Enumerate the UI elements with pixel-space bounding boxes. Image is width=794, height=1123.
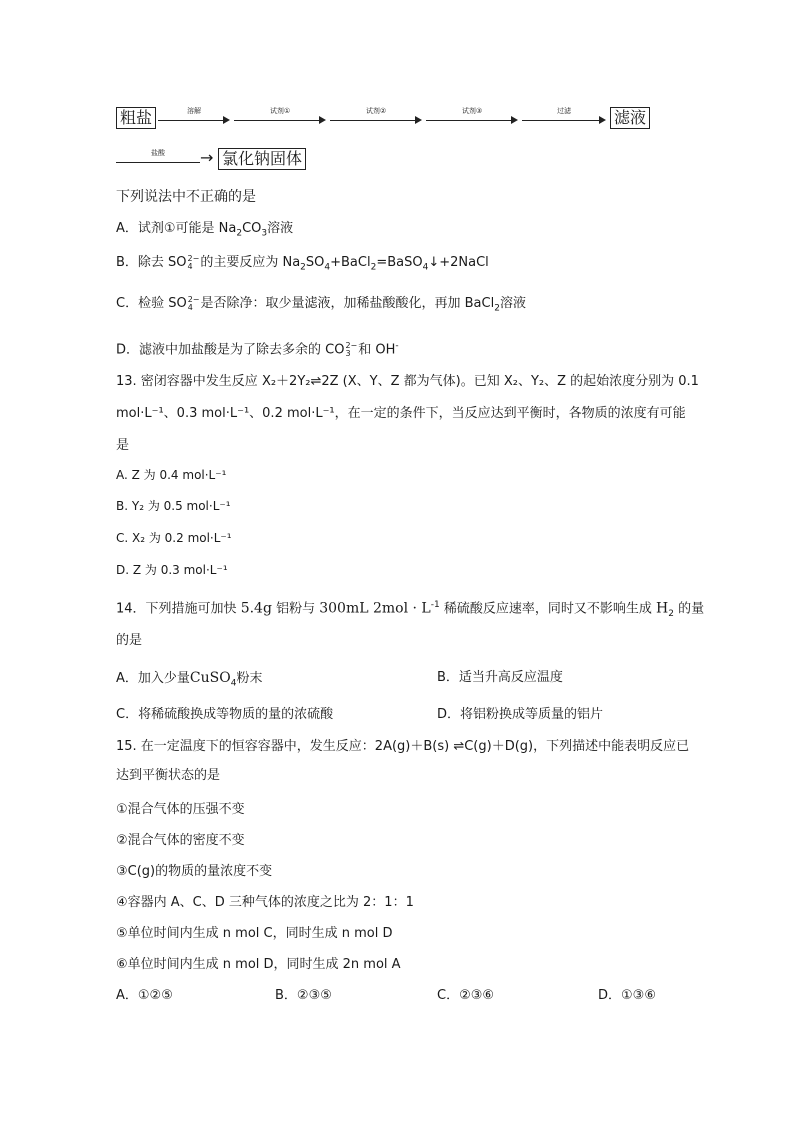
flow-arrow-2 bbox=[234, 107, 326, 124]
flow-arrow-label: 盐酸 bbox=[151, 149, 165, 157]
q14-option-b: B．适当升高反应温度 bbox=[437, 670, 563, 685]
q15-item-2: ②混合气体的密度不变 bbox=[116, 833, 245, 848]
arrow-head-icon bbox=[599, 116, 606, 124]
q13-option-a: A. Z 为 0.4 mol·L⁻¹ bbox=[116, 468, 227, 482]
q14-option-c: C．将稀硫酸换成等物质的量的浓硫酸 bbox=[116, 707, 334, 722]
q15-item-4: ④容器内 A、C、D 三种气体的浓度之比为 2：1：1 bbox=[116, 895, 414, 910]
q14-line-1: 14．下列措施可加快 5.4g 铝粉与 300mL $2mol \cdot L^{-1}$ 稀硫酸反应速率，同时又不影响生成 $H_2$ 的量 bbox=[116, 600, 705, 619]
q13-option-d: D. Z 为 0.3 mol·L⁻¹ bbox=[116, 563, 228, 577]
q14-option-a: A．加入少量CuSO$_4$粉末 bbox=[116, 670, 263, 689]
q13-option-b: B. Y₂ 为 0.5 mol·L⁻¹ bbox=[116, 499, 231, 513]
flow-arrow-hcl bbox=[116, 149, 200, 166]
flow-arrow-5 bbox=[522, 107, 606, 124]
arrow-icon: → bbox=[200, 148, 214, 167]
arrow-head-icon bbox=[223, 116, 230, 124]
q12-option-a: A．试剂①可能是 $Na_2CO_3$溶液 bbox=[116, 221, 294, 239]
q12-option-b: B．除去 SO 2− 4 的主要反应为 $Na_2SO_4+BaCl_2=BaSO_4↓+2NaCl$ bbox=[116, 253, 489, 273]
flow-arrow-3 bbox=[330, 107, 422, 124]
q14-line-2: 的是 bbox=[116, 633, 143, 648]
q15-item-1: ①混合气体的压强不变 bbox=[116, 802, 245, 817]
q13-line-3: 是 bbox=[116, 438, 130, 453]
arrow-head-icon bbox=[415, 116, 422, 124]
q15-item-3: ③C(g)的物质的量浓度不变 bbox=[116, 864, 273, 879]
arrow-head-icon bbox=[511, 116, 518, 124]
flow-end-box: 氯化钠固体 bbox=[218, 148, 306, 170]
q15-option-b: B．②③⑤ bbox=[275, 988, 332, 1003]
flow-filtrate-box: 滤液 bbox=[610, 107, 650, 129]
flow-arrow-1 bbox=[158, 107, 230, 124]
q15-option-c: C．②③⑥ bbox=[437, 988, 495, 1003]
q14-option-d: D．将铝粉换成等质量的铝片 bbox=[437, 707, 604, 722]
flow-arrow-label: 试剂③ bbox=[461, 107, 483, 115]
q15-line-1: 15. 在一定温度下的恒容容器中，发生反应：2A(g)＋B(s) ⇌C(g)＋D(g)，下列描述中能表明反应已 bbox=[116, 739, 690, 754]
q12-option-c: C．检验 SO 2− 4 是否除净：取少量滤液，加稀盐酸酸化，再加 BaCl$_2$溶液 bbox=[116, 294, 526, 314]
q13-option-c: C. X₂ 为 0.2 mol·L⁻¹ bbox=[116, 531, 232, 545]
flow-arrow-label: 试剂① bbox=[269, 107, 291, 115]
q15-option-d: D．①③⑥ bbox=[598, 988, 656, 1003]
q15-item-6: ⑥单位时间内生成 n mol D，同时生成 2n mol A bbox=[116, 957, 401, 972]
q12-stem: 下列说法中不正确的是 bbox=[116, 189, 256, 205]
q15-item-5: ⑤单位时间内生成 n mol C，同时生成 n mol D bbox=[116, 926, 393, 941]
flow-arrow-label: 试剂② bbox=[365, 107, 387, 115]
flow-start-box: 粗盐 bbox=[116, 107, 156, 129]
q13-line-1: 13. 密闭容器中发生反应 X₂＋2Y₂⇌2Z (X、Y、Z 都为气体)。已知 X₂、Y₂、Z 的起始浓度分别为 0.1 bbox=[116, 374, 699, 389]
flow-arrow-label: 过滤 bbox=[557, 107, 571, 115]
q12-option-d: D．滤液中加盐酸是为了除去多余的 CO 2− 3 和 OH- bbox=[116, 340, 399, 358]
q15-option-a: A．①②⑤ bbox=[116, 988, 173, 1003]
q13-line-2: mol·L⁻¹、0.3 mol·L⁻¹、0.2 mol·L⁻¹，在一定的条件下，当反应达到平衡时，各物质的浓度有可能 bbox=[116, 406, 686, 421]
flow-arrow-label: 溶解 bbox=[187, 107, 201, 115]
flow-arrow-4 bbox=[426, 107, 518, 124]
arrow-head-icon bbox=[319, 116, 326, 124]
q15-line-2: 达到平衡状态的是 bbox=[116, 768, 221, 783]
